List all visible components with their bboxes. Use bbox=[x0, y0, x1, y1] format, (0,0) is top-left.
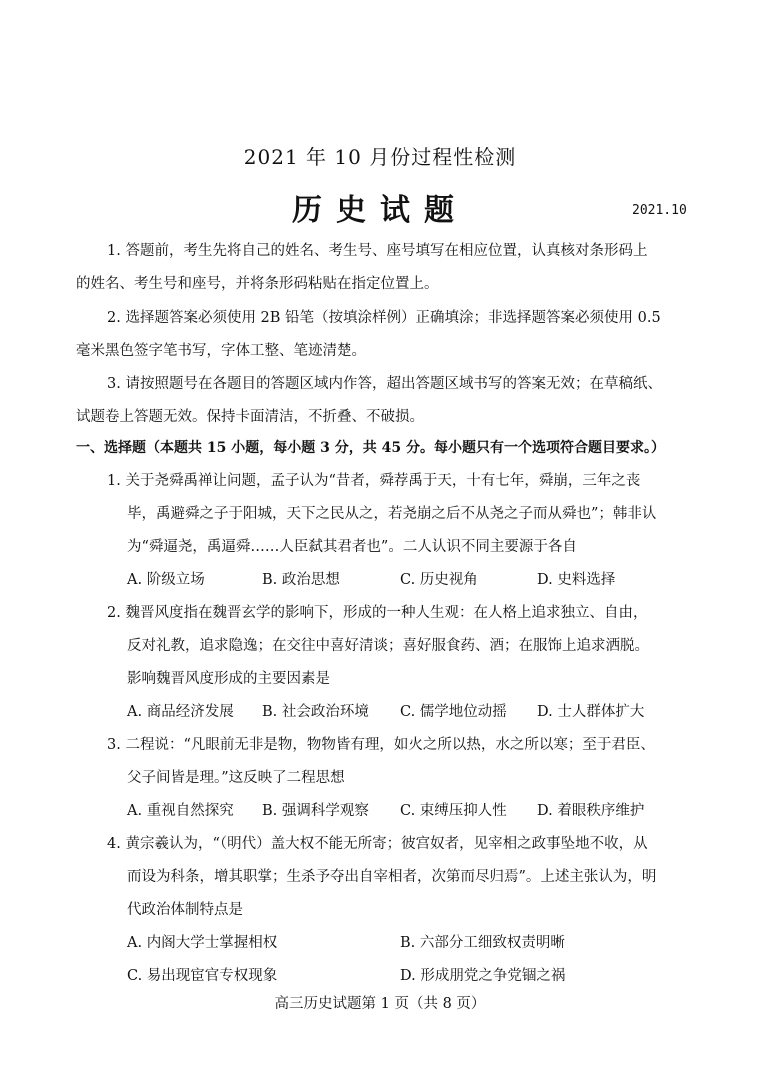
question-text: 2. 魏晋风度指在魏晋玄学的影响下，形成的一种人生观：在人格上追求独立、自由， bbox=[107, 605, 648, 621]
option-c: C. 易出现宦官专权现象 bbox=[127, 968, 278, 984]
option-d: D. 士人群体扩大 bbox=[537, 704, 645, 720]
option-b: B. 社会政治环境 bbox=[262, 704, 369, 720]
question-text: 1. 关于尧舜禹禅让问题，孟子认为“昔者，舜荐禹于天，十有七年，舜崩，三年之丧 bbox=[107, 473, 641, 489]
option-a: A. 阶级立场 bbox=[127, 572, 205, 588]
option-c: C. 束缚压抑人性 bbox=[400, 803, 507, 819]
option-c: C. 历史视角 bbox=[400, 572, 478, 588]
exam-date: 2021.10 bbox=[632, 203, 687, 218]
exam-name: 2021 年 10 月份过程性检测 bbox=[243, 145, 517, 169]
question-text: 父子间皆是理。”这反映了二程思想 bbox=[127, 770, 345, 786]
question-text: 3. 二程说：“凡眼前无非是物，物物皆有理，如火之所以热，水之所以寒；至于君臣、 bbox=[107, 737, 655, 753]
option-a: A. 商品经济发展 bbox=[127, 704, 234, 720]
question-text: 反对礼教，追求隐逸；在交往中喜好清谈；喜好服食药、酒；在服饰上追求洒脱。 bbox=[127, 638, 649, 654]
option-d: D. 形成朋党之争党锢之祸 bbox=[400, 968, 566, 984]
question-text: 代政治体制特点是 bbox=[127, 902, 243, 918]
question-text: 而设为科条，增其职掌；生杀予夺出自宰相者，次第而尽归焉”。上述主张认为，明 bbox=[127, 869, 657, 885]
option-b: B. 六部分工细致权责明晰 bbox=[400, 935, 565, 951]
page-footer: 高三历史试题第 1 页（共 8 页） bbox=[274, 996, 486, 1012]
question-text: 毕，禹避舜之子于阳城，天下之民从之，若尧崩之后不从尧之子而从舜也”；韩非认 bbox=[127, 506, 657, 522]
option-d: D. 着眼秩序维护 bbox=[537, 803, 645, 819]
option-c: C. 儒学地位动摇 bbox=[400, 704, 507, 720]
option-a: A. 内阁大学士掌握相权 bbox=[127, 935, 278, 951]
option-b: B. 强调科学观察 bbox=[262, 803, 369, 819]
instruction-line: 的姓名、考生号和座号，并将条形码粘贴在指定位置上。 bbox=[76, 276, 439, 292]
question-text: 4. 黄宗羲认为，“（明代）盖大权不能无所寄；彼宫奴者，见宰相之政事坠地不收，从 bbox=[107, 836, 648, 852]
instruction-line: 毫米黑色签字笔书写，字体工整、笔迹清楚。 bbox=[76, 343, 366, 359]
instruction-line: 试题卷上答题无效。保持卡面清洁，不折叠、不破损。 bbox=[76, 409, 424, 425]
option-a: A. 重视自然探究 bbox=[127, 803, 234, 819]
question-text: 为“舜逼尧，禹逼舜……人臣弑其君者也”。二人认识不同主要源于各自 bbox=[127, 539, 577, 555]
section-heading: 一、选择题（本题共 15 小题，每小题 3 分，共 45 分。每小题只有一个选项符合题目要求。） bbox=[76, 440, 665, 456]
option-b: B. 政治思想 bbox=[262, 572, 340, 588]
question-text: 影响魏晋风度形成的主要因素是 bbox=[127, 671, 330, 687]
subject-title: 历史试题 bbox=[292, 193, 468, 228]
instruction-line: 2. 选择题答案必须使用 2B 铅笔（按填涂样例）正确填涂；非选择题答案必须使用 0.5 bbox=[107, 310, 661, 326]
option-d: D. 史料选择 bbox=[537, 572, 616, 588]
instruction-line: 3. 请按照题号在各题目的答题区域内作答，超出答题区域书写的答案无效；在草稿纸、 bbox=[107, 376, 662, 392]
instruction-line: 1. 答题前，考生先将自己的姓名、考生号、座号填写在相应位置，认真核对条形码上 bbox=[107, 243, 648, 259]
